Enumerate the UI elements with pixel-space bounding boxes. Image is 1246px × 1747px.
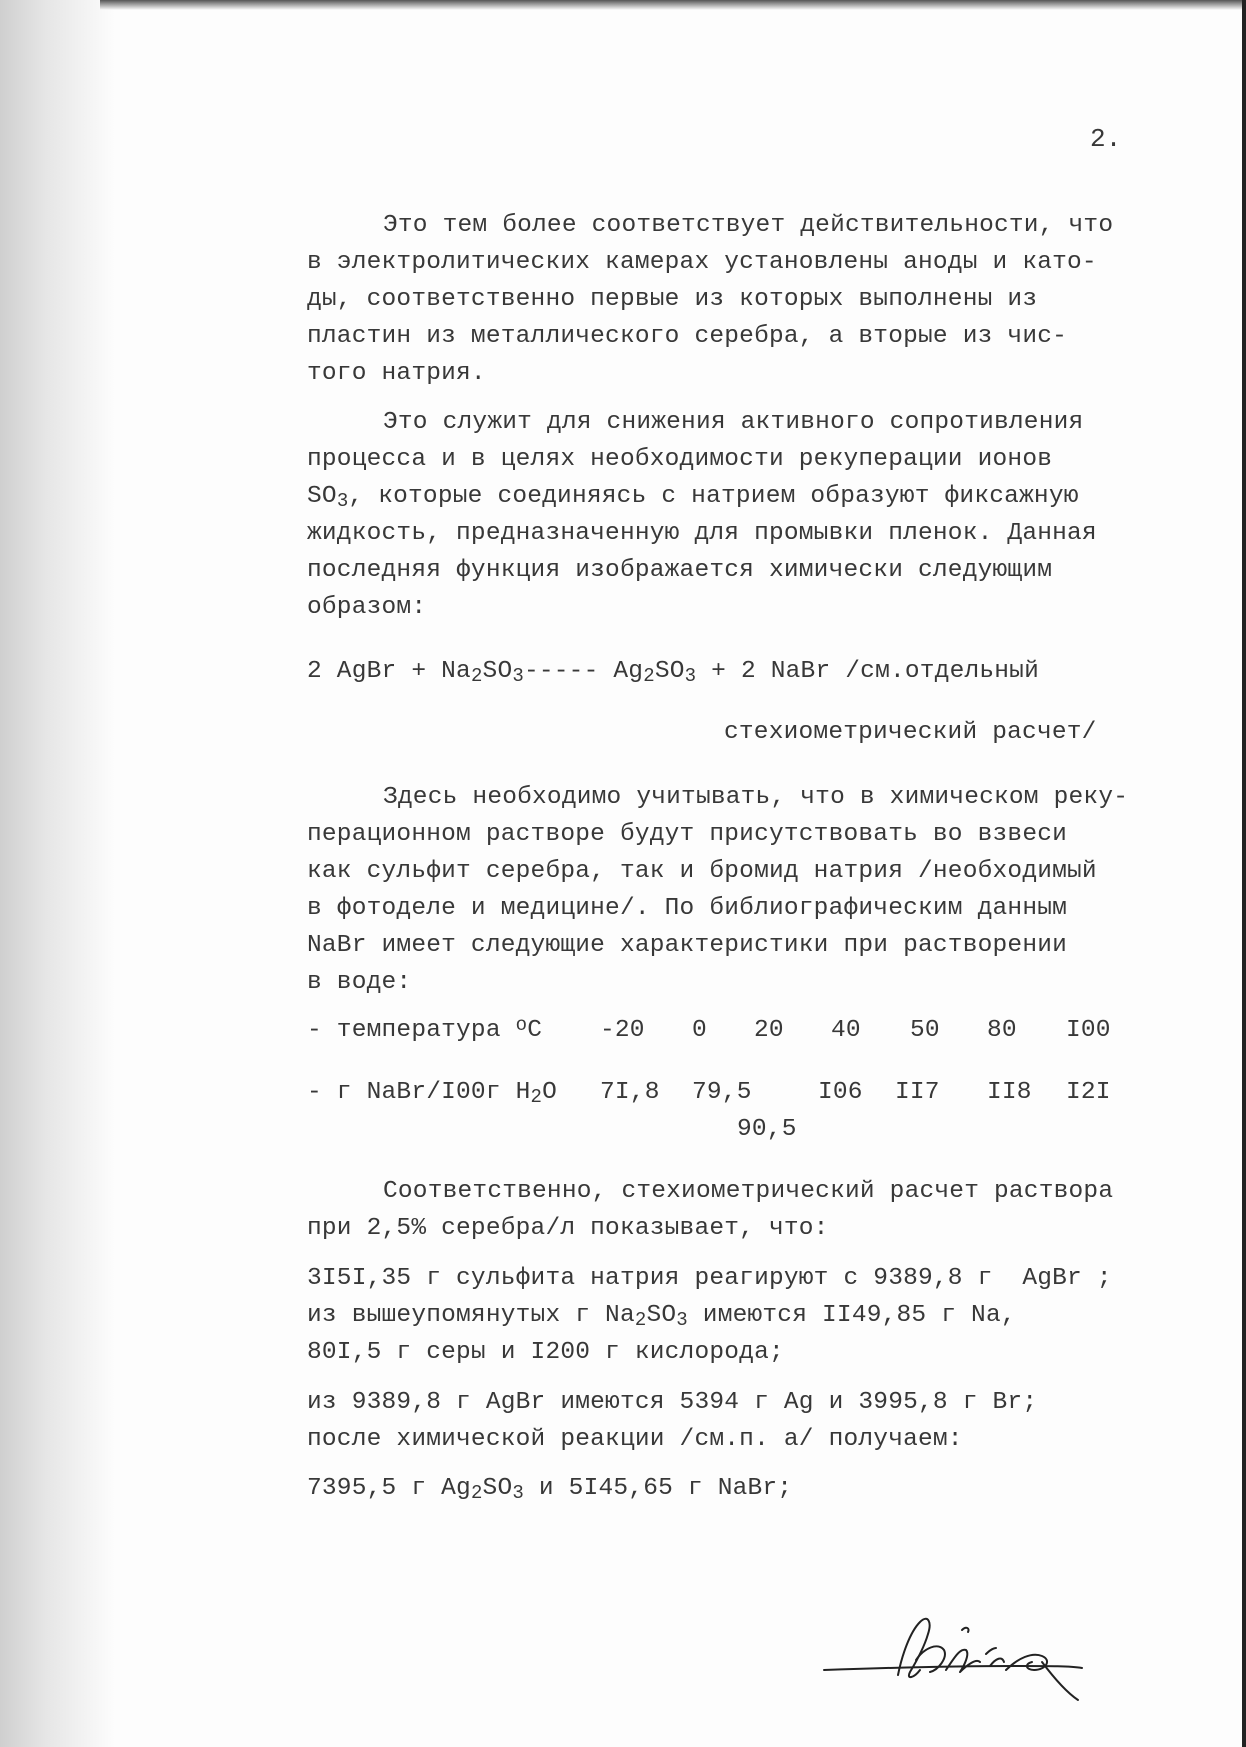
para4-line2: при 2,5% серебра/л показывает, что: xyxy=(307,1215,829,1242)
para1-line3: ды, соответственно первые из которых выполнены из xyxy=(307,286,1038,313)
table-cell: 79,5 xyxy=(692,1079,752,1106)
table-cell: 50 xyxy=(910,1017,940,1044)
table-cell: II8 xyxy=(987,1079,1032,1106)
para1-line1: Это тем более соответствует действительности, что xyxy=(383,212,1114,239)
para1-line5: того натрия. xyxy=(307,360,486,387)
chemical-equation: 2 AgBr + $Na_2SO_3-----$ $Ag_2SO_3 + 2$ NaBr /см.отдельный xyxy=(307,658,1039,687)
para3-line2: перационном растворе будут присутствовать во взвеси xyxy=(307,821,1068,848)
table-cell: 0 xyxy=(692,1017,707,1044)
calc2-line1: из 9389,8 г AgBr имеются 5394 г Ag и 3995,8 г Br; xyxy=(307,1389,1038,1416)
calc1-line1: 3I5I,35 г сульфита натрия реагируют с 9389,8 г AgBr ; xyxy=(307,1265,1112,1292)
para2-line6: образом: xyxy=(307,594,427,621)
para3-line3: как сульфит серебра, так и бромид натрия /необходимый xyxy=(307,858,1097,885)
para3-line6: в воде: xyxy=(307,969,412,996)
para4-line1: Соответственно, стехиометрический расчет раствора xyxy=(383,1178,1114,1205)
table-cell-extra: 90,5 xyxy=(737,1116,797,1143)
para3-line5: NaBr имеет следующие характеристики при растворении xyxy=(307,932,1068,959)
table-cell: I06 xyxy=(818,1079,863,1106)
table-cell: II7 xyxy=(895,1079,940,1106)
para2-line2: процесса и в целях необходимости рекуперации ионов xyxy=(307,446,1053,473)
table-cell: 80 xyxy=(987,1017,1017,1044)
para2-line4: жидкость, предназначенную для промывки пленок. Данная xyxy=(307,520,1097,547)
page-left-shadow xyxy=(0,0,115,1747)
calc2-line2: после химической реакции /см.п. а/ получаем: xyxy=(307,1426,963,1453)
chemical-equation-note: стехиометрический расчет/ xyxy=(724,719,1097,746)
table-row-solubility-label: - г NaBr/I00г $H_2O$ xyxy=(307,1079,558,1108)
page-right-edge xyxy=(1242,0,1246,1747)
table-row-temperature-label: - температура $^o$C xyxy=(307,1014,543,1044)
page-top-edge xyxy=(100,0,1246,10)
table-cell: I00 xyxy=(1066,1017,1111,1044)
para2-line5: последняя функция изображается химически следующим xyxy=(307,557,1053,584)
para3-line4: в фотоделе и медицине/. По библиографическим данным xyxy=(307,895,1068,922)
table-cell: I2I xyxy=(1066,1079,1111,1106)
para1-line4: пластин из металлического серебра, а вторые из чис- xyxy=(307,323,1068,350)
table-cell: -20 xyxy=(600,1017,645,1044)
para3-line1: Здесь необходимо учитывать, что в химическом реку- xyxy=(383,784,1129,811)
table-cell: 40 xyxy=(831,1017,861,1044)
para2-line3: $SO_3$, которые соединяясь с натрием образуют фиксажную xyxy=(307,483,1079,512)
calc3-line1: 7395,5 г $Ag_2SO_3$ и 5I45,65 г NaBr; xyxy=(307,1475,793,1504)
handwritten-signature xyxy=(820,1600,1120,1725)
page-number: 2. xyxy=(1090,124,1122,154)
para2-line1: Это служит для снижения активного сопротивления xyxy=(383,409,1084,436)
para1-line2: в электролитических камерах установлены аноды и като- xyxy=(307,249,1097,276)
table-cell: 7I,8 xyxy=(600,1079,660,1106)
table-cell: 20 xyxy=(754,1017,784,1044)
calc1-line2: из вышеупомянутых г $Na_2SO_3$ имеются II49,85 г Na, xyxy=(307,1302,1016,1331)
calc1-line3: 80I,5 г серы и I200 г кислорода; xyxy=(307,1339,784,1366)
